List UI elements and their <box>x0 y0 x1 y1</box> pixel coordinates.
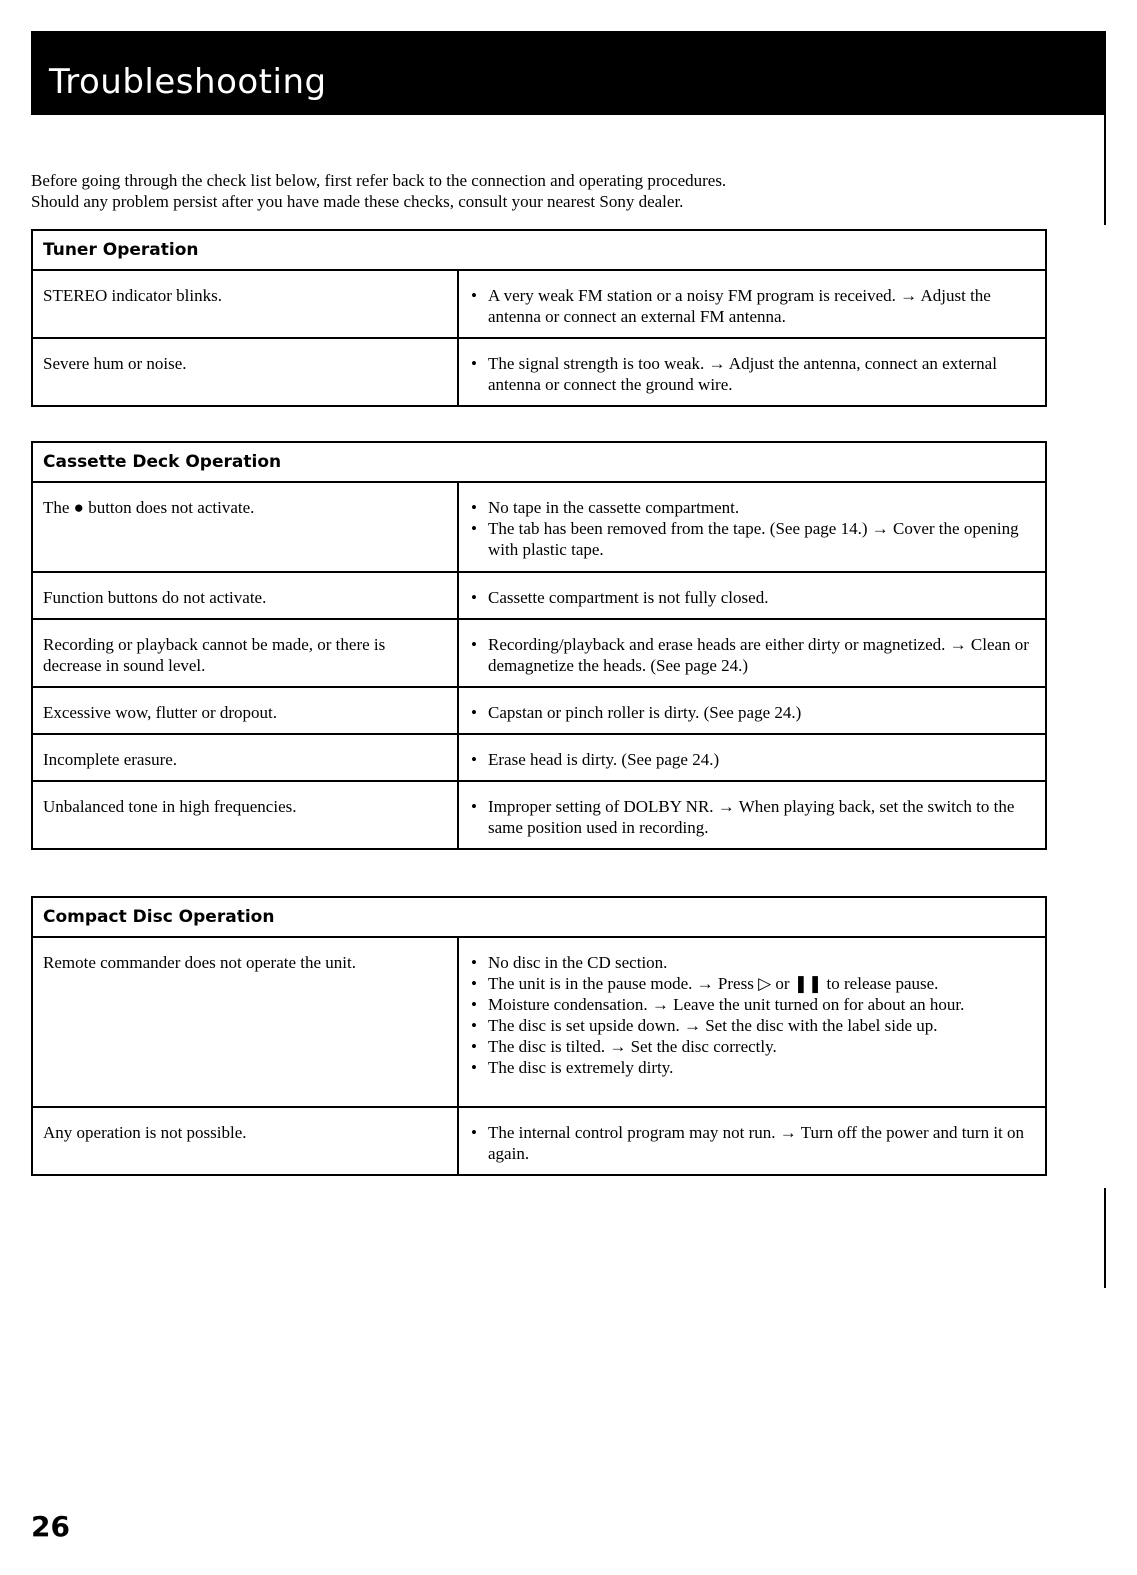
problem-cell: Remote commander does not operate the unit. <box>32 937 458 1107</box>
section-title: Compact Disc Operation <box>32 897 1046 937</box>
remedy-cell <box>458 482 1046 572</box>
table-row <box>32 781 1046 849</box>
cassette-operation-table <box>31 441 1047 850</box>
section-title: Tuner Operation <box>32 230 1046 270</box>
intro-line: Before going through the check list below, first refer back to the connection and operating procedures. <box>31 171 727 190</box>
table-row <box>32 619 1046 687</box>
remedy-item: • Erase head is dirty. (See page 24.) <box>471 749 1035 770</box>
remedy-item: • Moisture condensation. → Leave the unit turned on for about an hour. <box>471 994 1035 1015</box>
table-row <box>32 734 1046 781</box>
tuner-operation-table <box>31 229 1047 407</box>
remedy-item: • A very weak FM station or a noisy FM program is received. → Adjust the antenna or connect an external FM antenna. <box>471 285 1035 327</box>
remedy-cell <box>458 1107 1046 1175</box>
intro-text <box>31 170 1091 212</box>
remedy-item: • The disc is set upside down. → Set the disc with the label side up. <box>471 1015 1035 1036</box>
remedy-cell <box>458 781 1046 849</box>
problem-cell: Unbalanced tone in high frequencies. <box>32 781 458 849</box>
margin-rule-top <box>1104 115 1106 225</box>
problem-cell: The ● button does not activate. <box>32 482 458 572</box>
remedy-item: • Recording/playback and erase heads are either dirty or magnetized. → Clean or demagnetize the heads. (See page 24.) <box>471 634 1035 676</box>
section-title: Cassette Deck Operation <box>32 442 1046 482</box>
page-number: 26 <box>31 1510 70 1543</box>
title-bar <box>31 31 1106 115</box>
problem-cell: Severe hum or noise. <box>32 338 458 406</box>
remedy-cell <box>458 687 1046 734</box>
table-row <box>32 482 1046 572</box>
table-row <box>32 270 1046 338</box>
table-row <box>32 937 1046 1107</box>
remedy-item: • Capstan or pinch roller is dirty. (See page 24.) <box>471 702 1035 723</box>
table-row <box>32 338 1046 406</box>
remedy-item: • Improper setting of DOLBY NR. → When playing back, set the switch to the same position used in recording. <box>471 796 1035 838</box>
remedy-cell <box>458 338 1046 406</box>
remedy-cell <box>458 937 1046 1107</box>
problem-cell: Excessive wow, flutter or dropout. <box>32 687 458 734</box>
intro-line: Should any problem persist after you have made these checks, consult your nearest Sony dealer. <box>31 192 684 211</box>
problem-cell: Function buttons do not activate. <box>32 572 458 619</box>
remedy-item: • Cassette compartment is not fully closed. <box>471 587 1035 608</box>
remedy-cell <box>458 734 1046 781</box>
problem-cell: Recording or playback cannot be made, or there is decrease in sound level. <box>32 619 458 687</box>
remedy-item: • The internal control program may not run. → Turn off the power and turn it on again. <box>471 1122 1035 1164</box>
table-row <box>32 1107 1046 1175</box>
remedy-cell <box>458 572 1046 619</box>
remedy-item: • No tape in the cassette compartment. <box>471 497 1035 518</box>
problem-cell: Incomplete erasure. <box>32 734 458 781</box>
problem-cell: Any operation is not possible. <box>32 1107 458 1175</box>
remedy-item: • The tab has been removed from the tape. (See page 14.) → Cover the opening with plastic tape. <box>471 518 1035 560</box>
table-row <box>32 687 1046 734</box>
cd-operation-table <box>31 896 1047 1176</box>
page-title: Troubleshooting <box>49 62 327 102</box>
remedy-cell <box>458 270 1046 338</box>
margin-rule-bottom <box>1104 1188 1106 1288</box>
problem-cell: STEREO indicator blinks. <box>32 270 458 338</box>
remedy-item: • The disc is extremely dirty. <box>471 1057 1035 1078</box>
table-row <box>32 572 1046 619</box>
remedy-item: • No disc in the CD section. <box>471 952 1035 973</box>
remedy-item: • The unit is in the pause mode. → Press ▷ or ❚❚ to release pause. <box>471 973 1035 994</box>
remedy-cell <box>458 619 1046 687</box>
remedy-item: • The disc is tilted. → Set the disc correctly. <box>471 1036 1035 1057</box>
remedy-item: • The signal strength is too weak. → Adjust the antenna, connect an external antenna or connect the ground wire. <box>471 353 1035 395</box>
